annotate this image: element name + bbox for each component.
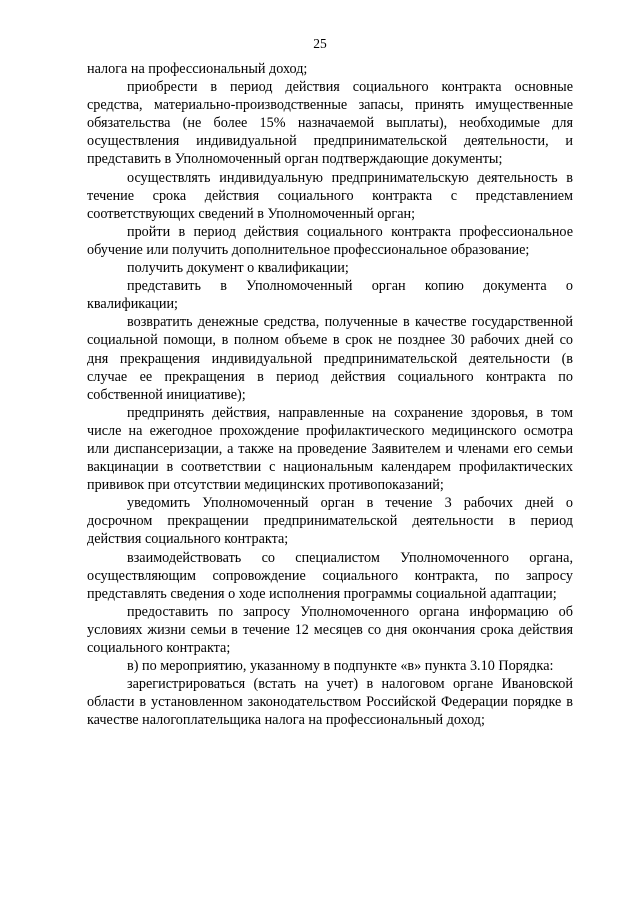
paragraph-continuation: налога на профессиональный доход; (87, 61, 308, 77)
paragraph-return-funds: возвратить денежные средства, полученные в качестве государственной социальной помощи, в полном объеме в срок не позднее 30 рабочих дней со дня прекращения индивидуальной предпринимательской деятельности (в случае ее прекращения в период действия социального контракта по собственной инициативе); (87, 314, 573, 403)
paragraph-get-qualification: получить документ о квалификации; (127, 260, 349, 277)
paragraph-submit-qualification: представить в Уполномоченный орган копию документа о квалификации; (87, 278, 573, 313)
paragraph-register-tax: зарегистрироваться (встать на учет) в налоговом органе Ивановской области в установленном законодательством Российской Федерации порядке в качестве налогоплательщика налога на профессиональный доход; (87, 676, 573, 729)
document-body (87, 60, 573, 729)
paragraph-notify: уведомить Уполномоченный орган в течение 3 рабочих дней о досрочном прекращении предпринимательской деятельности в период действия социального контракта; (87, 495, 573, 548)
paragraph-acquire-assets: приобрести в период действия социального контракта основные средства, материально-производственные запасы, принять имущественные обязательства (не более 15% назначаемой выплаты), необходимые для осуществления индивидуальной предпринимательской деятельности, и представить в Уполномоченный орган подтверждающие документы; (87, 79, 573, 168)
paragraph-provide-info: предоставить по запросу Уполномоченного органа информацию об условиях жизни семьи в течение 12 месяцев со дня окончания срока действия социального контракта; (87, 603, 573, 656)
paragraph-subitem-v: в) по мероприятию, указанному в подпункте «в» пункта 3.10 Порядка: (127, 658, 554, 675)
paragraph-cooperate: взаимодействовать со специалистом Уполномоченного органа, осуществляющим сопровождение социального контракта, по запросу представлять сведения о ходе исполнения программы социальной адаптации; (87, 549, 573, 602)
paragraph-conduct-business: осуществлять индивидуальную предпринимательскую деятельность в течение срока действия социального контракта с представлением соответствующих сведений в Уполномоченный орган; (87, 169, 573, 222)
page-number: 25 (313, 36, 327, 51)
paragraph-health: предпринять действия, направленные на сохранение здоровья, в том числе на ежегодное прохождение профилактического медицинского осмотра или диспансеризации, а также на проведение Заявителем и членами его семьи вакцинации в соответствии с национальным календарем профилактических прививок при отсутствии медицинских противопоказаний; (87, 404, 573, 494)
paragraph-training: пройти в период действия социального контракта профессиональное обучение или получить дополнительное профессиональное образование; (87, 223, 573, 258)
